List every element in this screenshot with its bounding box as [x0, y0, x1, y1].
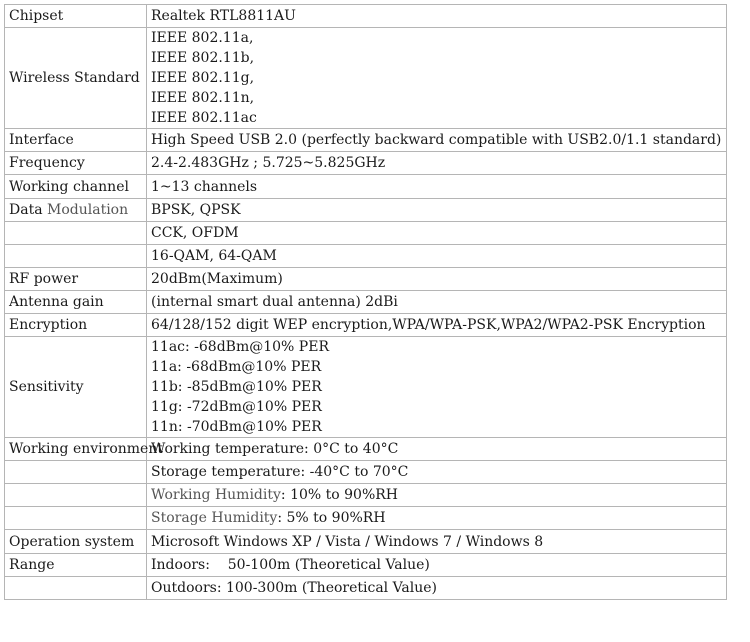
working-humidity-range: : 10% to 90%RH [280, 487, 399, 503]
label-data-part: Data [9, 202, 47, 218]
sensitivity-line: 11ac: -68dBm@10% PER [151, 339, 329, 355]
row-working-channel [5, 175, 727, 199]
sensitivity-line: 11b: -85dBm@10% PER [151, 379, 322, 395]
row-interface [5, 129, 727, 152]
value-modulation-1: BPSK, QPSK [147, 199, 727, 222]
label-antenna-gain: Antenna gain [5, 291, 147, 314]
sensitivity-line: 11n: -70dBm@10% PER [151, 419, 322, 435]
wireless-line: IEEE 802.11n, [151, 90, 255, 106]
value-working-channel: 1~13 channels [147, 175, 727, 199]
label-working-environment: Working environment [5, 438, 147, 461]
value-wireless-standard [147, 28, 727, 129]
label-empty [5, 507, 147, 530]
value-storage-temperature: Storage temperature: -40°C to 70°C [147, 461, 727, 484]
storage-humidity-label: Storage Humidity [151, 510, 278, 526]
label-operation-system: Operation system [5, 530, 147, 554]
row-working-humidity [5, 484, 727, 507]
row-antenna-gain [5, 291, 727, 314]
spec-table [4, 4, 727, 600]
value-working-humidity [147, 484, 727, 507]
label-data-modulation [5, 199, 147, 222]
row-data-modulation [5, 199, 727, 222]
row-working-environment [5, 438, 727, 461]
value-rf-power: 20dBm(Maximum) [147, 268, 727, 291]
value-interface: High Speed USB 2.0 (perfectly backward compatible with USB2.0/1.1 standard) [147, 129, 727, 152]
row-data-modulation-2 [5, 222, 727, 245]
value-working-temperature: Working temperature: 0°C to 40°C [147, 438, 727, 461]
value-encryption: 64/128/152 digit WEP encryption,WPA/WPA-PSK,WPA2/WPA2-PSK Encryption [147, 314, 727, 337]
label-modulation-part: Modulation [47, 202, 129, 218]
value-storage-humidity [147, 507, 727, 530]
row-wireless-standard [5, 28, 727, 129]
row-chipset [5, 5, 727, 28]
row-rf-power [5, 268, 727, 291]
row-range-outdoors [5, 577, 727, 600]
row-storage-temperature [5, 461, 727, 484]
wireless-line: IEEE 802.11ac [151, 110, 257, 126]
label-wireless-standard: Wireless Standard [5, 28, 147, 129]
sensitivity-line: 11a: -68dBm@10% PER [151, 359, 322, 375]
working-humidity-label: Working Humidity [151, 487, 281, 503]
label-range: Range [5, 554, 147, 577]
label-empty [5, 484, 147, 507]
row-storage-humidity [5, 507, 727, 530]
label-working-channel: Working channel [5, 175, 147, 199]
value-operation-system: Microsoft Windows XP / Vista / Windows 7 / Windows 8 [147, 530, 727, 554]
value-modulation-3: 16-QAM, 64-QAM [147, 245, 727, 268]
row-data-modulation-3 [5, 245, 727, 268]
row-frequency [5, 152, 727, 175]
label-empty [5, 222, 147, 245]
label-encryption: Encryption [5, 314, 147, 337]
storage-humidity-range: : 5% to 90%RH [277, 510, 386, 526]
value-range-outdoors: Outdoors: 100-300m (Theoretical Value) [147, 577, 727, 600]
value-frequency: 2.4-2.483GHz ; 5.725~5.825GHz [147, 152, 727, 175]
wireless-line: IEEE 802.11a, [151, 30, 254, 46]
label-rf-power: RF power [5, 268, 147, 291]
label-sensitivity: Sensitivity [5, 337, 147, 438]
wireless-line: IEEE 802.11g, [151, 70, 255, 86]
label-interface: Interface [5, 129, 147, 152]
label-chipset: Chipset [5, 5, 147, 28]
label-empty [5, 245, 147, 268]
wireless-line: IEEE 802.11b, [151, 50, 255, 66]
value-sensitivity [147, 337, 727, 438]
value-chipset: Realtek RTL8811AU [147, 5, 727, 28]
label-empty [5, 461, 147, 484]
value-modulation-2: CCK, OFDM [147, 222, 727, 245]
row-sensitivity [5, 337, 727, 438]
value-range-indoors: Indoors: 50-100m (Theoretical Value) [147, 554, 727, 577]
sensitivity-line: 11g: -72dBm@10% PER [151, 399, 322, 415]
value-antenna-gain: (internal smart dual antenna) 2dBi [147, 291, 727, 314]
label-frequency: Frequency [5, 152, 147, 175]
row-operation-system [5, 530, 727, 554]
row-encryption [5, 314, 727, 337]
label-empty [5, 577, 147, 600]
row-range [5, 554, 727, 577]
